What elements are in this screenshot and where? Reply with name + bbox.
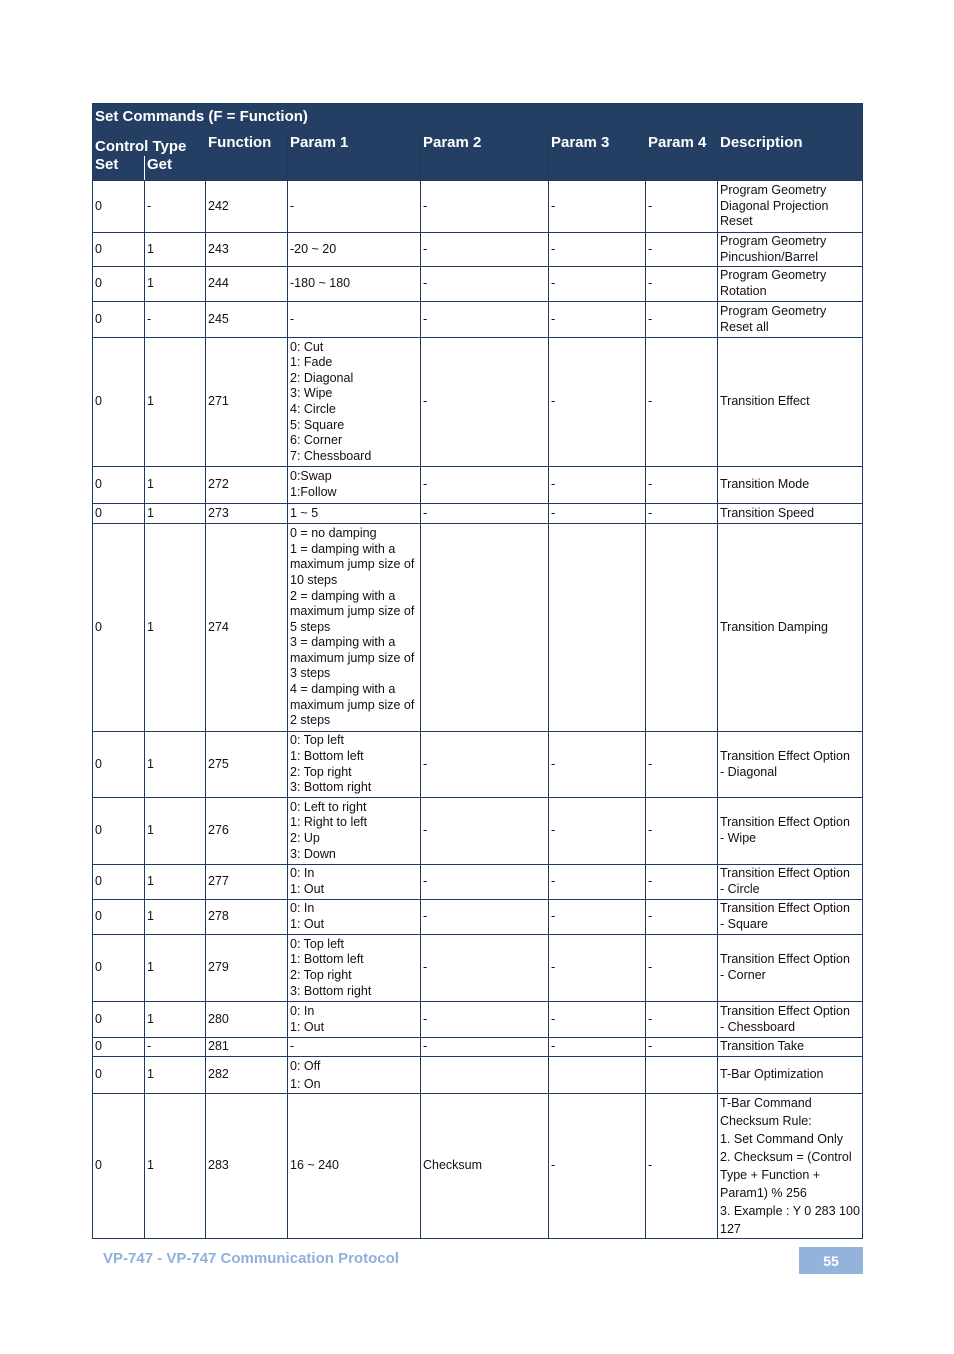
- cell-get: 1: [145, 267, 206, 302]
- cell-param-3: -: [549, 798, 646, 865]
- table-row: [93, 181, 863, 233]
- table-row: [93, 524, 863, 732]
- cell-param-1: 1 ~ 5: [288, 504, 421, 524]
- cell-description: Transition Effect Option - Diagonal: [718, 732, 863, 798]
- cell-get: 1: [145, 233, 206, 267]
- cell-function: 277: [206, 865, 288, 900]
- cell-param-3: -: [549, 1038, 646, 1057]
- cell-set: 0: [93, 504, 145, 524]
- cell-param-4: -: [646, 935, 718, 1002]
- cell-param-2: -: [421, 865, 549, 900]
- cell-param-4: -: [646, 732, 718, 798]
- cell-param-4: -: [646, 267, 718, 302]
- cell-param-4: -: [646, 338, 718, 467]
- cell-param-4: -: [646, 900, 718, 935]
- cell-param-2: -: [421, 302, 549, 338]
- table-row: [93, 935, 863, 1002]
- cell-param-1: 0: In 1: Out: [288, 865, 421, 900]
- cell-param-1: 0: Top left 1: Bottom left 2: Top right 3: Bottom right: [288, 732, 421, 798]
- cell-function: 283: [206, 1094, 288, 1239]
- footer-document-title: VP-747 - VP-747 Communication Protocol: [103, 1250, 399, 1267]
- cell-param-1: -180 ~ 180: [288, 267, 421, 302]
- cell-description: Transition Take: [718, 1038, 863, 1057]
- cell-function: 279: [206, 935, 288, 1002]
- cell-param-4: -: [646, 798, 718, 865]
- cell-description: Transition Effect Option - Square: [718, 900, 863, 935]
- cell-param-4: -: [646, 504, 718, 524]
- table-row: [93, 233, 863, 267]
- cell-get: 1: [145, 524, 206, 732]
- cell-param-1: 0: Left to right 1: Right to left 2: Up 3: Down: [288, 798, 421, 865]
- cell-param-3: -: [549, 302, 646, 338]
- cell-param-4: -: [646, 1094, 718, 1239]
- cell-description: Transition Effect Option - Corner: [718, 935, 863, 1002]
- cell-param-4: -: [646, 1002, 718, 1038]
- cell-set: 0: [93, 732, 145, 798]
- cell-get: 1: [145, 798, 206, 865]
- cell-get: 1: [145, 900, 206, 935]
- cell-get: -: [145, 1038, 206, 1057]
- cell-param-3: -: [549, 233, 646, 267]
- cell-get: 1: [145, 1057, 206, 1094]
- page-number-badge: 55: [799, 1247, 863, 1274]
- cell-description: Transition Effect Option - Chessboard: [718, 1002, 863, 1038]
- cell-get: -: [145, 181, 206, 233]
- cell-set: 0: [93, 798, 145, 865]
- cell-function: 272: [206, 467, 288, 504]
- cell-param-1: 0 = no damping 1 = damping with a maximum jump size of 10 steps 2 = damping with a maximum jump size of 5 steps 3 = damping with a maximum jump size of 3 steps 4 = damping with a maximum jump size of 2 steps: [288, 524, 421, 732]
- cell-param-1: 0: In 1: Out: [288, 1002, 421, 1038]
- table-row: [93, 467, 863, 504]
- cell-get: 1: [145, 732, 206, 798]
- cell-param-3: -: [549, 935, 646, 1002]
- cell-param-2: [421, 1057, 549, 1094]
- cell-param-3: -: [549, 504, 646, 524]
- cell-param-2: -: [421, 181, 549, 233]
- cell-description: Program Geometry Pincushion/Barrel: [718, 233, 863, 267]
- cell-param-1: 0: Top left 1: Bottom left 2: Top right 3: Bottom right: [288, 935, 421, 1002]
- cell-param-1: -: [288, 1038, 421, 1057]
- cell-function: 282: [206, 1057, 288, 1094]
- cell-function: 242: [206, 181, 288, 233]
- table-row: [93, 1057, 863, 1094]
- table-row: [93, 504, 863, 524]
- cell-set: 0: [93, 900, 145, 935]
- table-row: [93, 1038, 863, 1057]
- cell-param-3: -: [549, 267, 646, 302]
- cell-function: 280: [206, 1002, 288, 1038]
- cell-description: Transition Speed: [718, 504, 863, 524]
- cell-function: 243: [206, 233, 288, 267]
- cell-param-4: -: [646, 302, 718, 338]
- cell-set: 0: [93, 935, 145, 1002]
- cell-get: 1: [145, 1002, 206, 1038]
- cell-function: 274: [206, 524, 288, 732]
- cell-description: T-Bar Optimization: [718, 1057, 863, 1094]
- cell-set: 0: [93, 1094, 145, 1239]
- cell-param-4: [646, 524, 718, 732]
- cell-description: T-Bar Command Checksum Rule: 1. Set Command Only 2. Checksum = (Control Type + Function + Param1) % 256 3. Example : Y 0 283 100 127: [718, 1094, 863, 1239]
- cell-get: 1: [145, 467, 206, 504]
- cell-param-4: -: [646, 865, 718, 900]
- cell-param-4: [646, 1057, 718, 1094]
- cell-get: 1: [145, 935, 206, 1002]
- header-param4: Param 4: [646, 130, 718, 181]
- cell-param-1: -: [288, 181, 421, 233]
- header-param3: Param 3: [549, 130, 646, 181]
- header-control-type: Control Type: [93, 130, 206, 156]
- cell-param-4: -: [646, 1038, 718, 1057]
- cell-set: 0: [93, 524, 145, 732]
- cell-function: 276: [206, 798, 288, 865]
- cell-param-2: -: [421, 467, 549, 504]
- cell-get: 1: [145, 338, 206, 467]
- cell-set: 0: [93, 1038, 145, 1057]
- table-row: [93, 267, 863, 302]
- cell-description: Transition Damping: [718, 524, 863, 732]
- set-commands-table: [92, 103, 863, 1239]
- header-function: Function: [206, 130, 288, 181]
- cell-set: 0: [93, 181, 145, 233]
- cell-get: -: [145, 302, 206, 338]
- cell-function: 244: [206, 267, 288, 302]
- cell-description: Program Geometry Diagonal Projection Reset: [718, 181, 863, 233]
- cell-param-3: [549, 1057, 646, 1094]
- cell-description: Transition Effect: [718, 338, 863, 467]
- header-set: Set: [93, 156, 145, 181]
- cell-param-2: [421, 524, 549, 732]
- cell-param-1: -: [288, 302, 421, 338]
- table-row: [93, 798, 863, 865]
- cell-param-3: -: [549, 1094, 646, 1239]
- cell-set: 0: [93, 467, 145, 504]
- cell-set: 0: [93, 338, 145, 467]
- cell-get: 1: [145, 1094, 206, 1239]
- cell-param-1: 16 ~ 240: [288, 1094, 421, 1239]
- cell-param-2: -: [421, 267, 549, 302]
- cell-param-1: 0: In 1: Out: [288, 900, 421, 935]
- table-row: [93, 900, 863, 935]
- header-param1: Param 1: [288, 130, 421, 181]
- cell-set: 0: [93, 233, 145, 267]
- cell-param-2: -: [421, 1038, 549, 1057]
- cell-param-3: -: [549, 865, 646, 900]
- cell-param-3: -: [549, 467, 646, 504]
- cell-param-2: Checksum: [421, 1094, 549, 1239]
- cell-function: 273: [206, 504, 288, 524]
- cell-description: Transition Effect Option - Circle: [718, 865, 863, 900]
- cell-param-1: 0: Off 1: On: [288, 1057, 421, 1094]
- cell-param-2: -: [421, 798, 549, 865]
- cell-function: 278: [206, 900, 288, 935]
- cell-param-4: -: [646, 233, 718, 267]
- cell-description: Program Geometry Reset all: [718, 302, 863, 338]
- cell-param-1: 0:Swap 1:Follow: [288, 467, 421, 504]
- cell-description: Transition Mode: [718, 467, 863, 504]
- cell-param-2: -: [421, 504, 549, 524]
- cell-param-3: -: [549, 1002, 646, 1038]
- cell-set: 0: [93, 865, 145, 900]
- cell-param-1: 0: Cut 1: Fade 2: Diagonal 3: Wipe 4: Circle 5: Square 6: Corner 7: Chessboard: [288, 338, 421, 467]
- table-row: [93, 302, 863, 338]
- cell-param-2: -: [421, 338, 549, 467]
- table-title: Set Commands (F = Function): [93, 104, 863, 130]
- cell-function: 275: [206, 732, 288, 798]
- cell-param-2: -: [421, 233, 549, 267]
- table-row: [93, 1094, 863, 1239]
- cell-description: Program Geometry Rotation: [718, 267, 863, 302]
- table-row: [93, 732, 863, 798]
- cell-set: 0: [93, 1002, 145, 1038]
- cell-set: 0: [93, 267, 145, 302]
- header-get: Get: [145, 156, 206, 181]
- cell-param-4: -: [646, 467, 718, 504]
- cell-get: 1: [145, 504, 206, 524]
- header-description: Description: [718, 130, 863, 181]
- cell-param-3: [549, 524, 646, 732]
- cell-function: 271: [206, 338, 288, 467]
- cell-param-3: -: [549, 732, 646, 798]
- cell-param-1: -20 ~ 20: [288, 233, 421, 267]
- header-param2: Param 2: [421, 130, 549, 181]
- table-row: [93, 865, 863, 900]
- cell-param-3: -: [549, 338, 646, 467]
- cell-param-2: -: [421, 732, 549, 798]
- cell-param-2: -: [421, 935, 549, 1002]
- cell-get: 1: [145, 865, 206, 900]
- cell-param-4: -: [646, 181, 718, 233]
- cell-function: 245: [206, 302, 288, 338]
- table-body: [93, 181, 863, 1239]
- cell-param-3: -: [549, 181, 646, 233]
- table-row: [93, 1002, 863, 1038]
- cell-description: Transition Effect Option - Wipe: [718, 798, 863, 865]
- cell-param-2: -: [421, 1002, 549, 1038]
- cell-set: 0: [93, 302, 145, 338]
- cell-param-3: -: [549, 900, 646, 935]
- cell-function: 281: [206, 1038, 288, 1057]
- table-row: [93, 338, 863, 467]
- cell-param-2: -: [421, 900, 549, 935]
- cell-set: 0: [93, 1057, 145, 1094]
